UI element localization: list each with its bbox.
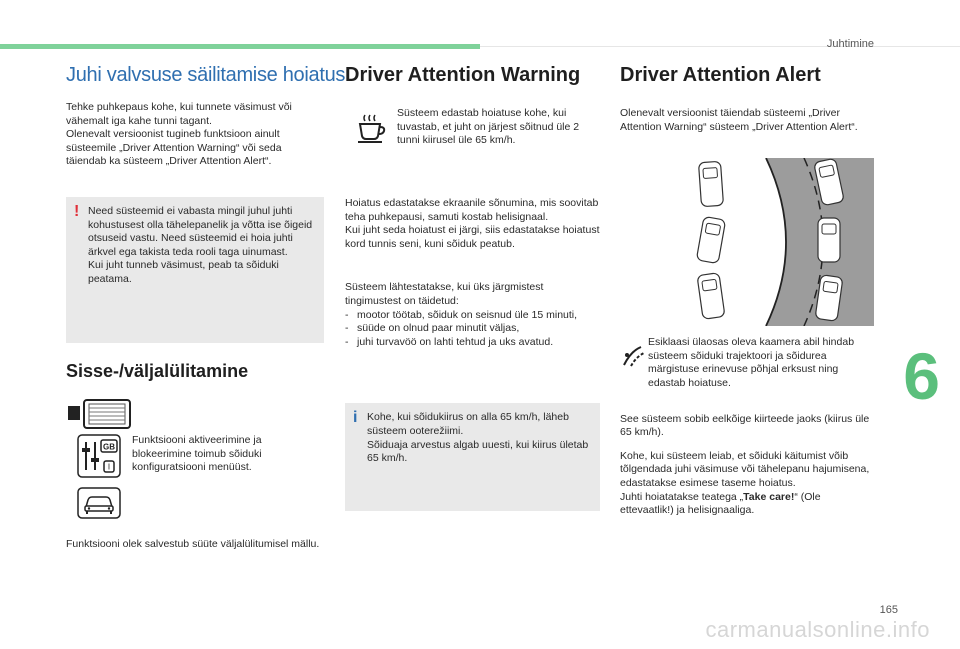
top-accent-bar — [0, 44, 480, 49]
camera-row — [620, 336, 875, 390]
section-title-attention-warning: Driver Attention Warning — [345, 64, 581, 86]
warning-icon: ! — [74, 202, 80, 220]
config-menu-row — [66, 434, 324, 478]
coffee-row — [345, 107, 600, 151]
take-care-pre: Juhti hoiatatakse teatega „ — [620, 490, 744, 503]
alert-paragraph-1: Hoiatus edastatakse ekraanile sõnumina, mis soovitab teha puhkepausi, samuti kostab helisignaal. — [345, 197, 599, 223]
restart-conditions-list — [345, 309, 600, 350]
chapter-number: 6 — [903, 339, 940, 413]
restart-intro: Süsteem lähtestatakse, kui üks järgmistest tingimustest on täidetud: — [345, 281, 544, 307]
car-icon-row — [66, 486, 324, 520]
column-left — [66, 64, 346, 552]
info-icon: i — [353, 409, 358, 427]
section-title-driver-vigilance: Juhi valvsuse säilitamise hoiatus — [66, 64, 346, 86]
detection-text: Kohe, kui süsteem leiab, et sõiduki käitumist võib tõlgendada juhi väsimuse või tähelepanu hajumisena, edastatakse esimese taseme hoiatus. — [620, 449, 870, 489]
coffee-text: Süsteem edastab hoiatuse kohe, kui tuvastab, et juht on järjest sõitnud üle 2 tunni kiirusel üle 65 km/h. — [397, 107, 580, 147]
column-middle — [345, 64, 600, 511]
screen-menu-icon — [66, 398, 132, 430]
memory-text: Funktsiooni olek salvestub süüte väljalülitumisel mällu. — [66, 537, 320, 550]
info-box — [345, 403, 600, 511]
info-paragraph-1: Kohe, kui sõidukiirus on alla 65 km/h, läheb süsteem ooterežiimi. — [367, 411, 569, 437]
warning-paragraph-2: Kui juht tunneb väsimust, peab ta sõiduki peatama. — [88, 259, 279, 285]
list-item: - juhi turvavöö on lahti tehtud ja uks avatud. — [345, 336, 600, 350]
info-paragraph-2: Sõiduaja arvestus algab uuesti, kui kiirus ületab 65 km/h. — [367, 438, 589, 465]
list-item: - süüde on olnud paar minutit väljas, — [345, 322, 600, 336]
settings-sliders-icon — [66, 434, 132, 478]
car-front-icon — [66, 486, 132, 520]
screen-menu-row — [66, 398, 324, 430]
list-item: - mootor töötab, sõiduk on seisnud üle 15 minuti, — [345, 309, 600, 323]
column-right — [620, 64, 875, 518]
warning-box — [66, 197, 324, 343]
page-number: 165 — [879, 604, 898, 616]
config-text: Funktsiooni aktiveerimine ja blokeerimine toimub sõiduki konfiguratsiooni menüüst. — [132, 433, 262, 474]
lane-drift-illustration — [620, 158, 874, 326]
section-title-attention-alert: Driver Attention Alert — [620, 64, 821, 86]
watermark: carmanualsonline.info — [705, 617, 930, 642]
take-care-post: “ (Ole ettevaatlik!) ja helisignaaliga. — [620, 490, 821, 517]
i-label: I — [107, 462, 111, 472]
chapter-title: Juhtimine — [826, 38, 874, 50]
alert-intro: Olenevalt versioonist täiendab süsteemi „Driver Attention Warning“ süsteem „Driver Attention Alert“. — [620, 107, 858, 133]
alert-paragraph-2: Kui juht seda hoiatust ei järgi, siis edastatakse hoiatust kord tunnis seni, kuni sõiduk peatub. — [345, 224, 600, 250]
section-title-on-off: Sisse-/väljalülitamine — [66, 360, 249, 381]
suitability-text: See süsteem sobib eelkõige kiirteede jaoks (kiirus üle 65 km/h). — [620, 412, 870, 439]
coffee-cup-icon — [345, 107, 397, 151]
camera-text: Esiklaasi ülaosas oleva kaamera abil hindab süsteem sõiduki trajektoori ja sõidurea märgistuse erinevuse põhjal erksust ning edastab hoiatuse. — [648, 336, 855, 389]
top-rule — [480, 46, 960, 47]
take-care-message: Take care! — [743, 490, 795, 503]
intro-paragraph-1: Tehke puhkepaus kohe, kui tunnete väsimust või vähemalt iga kahe tunni tagant. — [66, 101, 292, 127]
lane-warning-icon — [620, 336, 648, 376]
warning-paragraph-1: Need süsteemid ei vabasta mingil juhul juhti kohustusest olla tähelepanelik ja võtta ise õigeid otsuseid vastu. Need süsteemid ei hoia juhti ärkvel ega takista teda rooli taga uinumast. — [88, 204, 313, 258]
take-care-text — [620, 491, 875, 518]
intro-paragraph-2: Olenevalt versioonist tugineb funktsioon ainult süsteemile „Driver Attention Warning“ või seda täiendab ka süsteem „Driver Attention Alert“. — [66, 128, 282, 168]
gb-label: GB — [103, 442, 115, 452]
